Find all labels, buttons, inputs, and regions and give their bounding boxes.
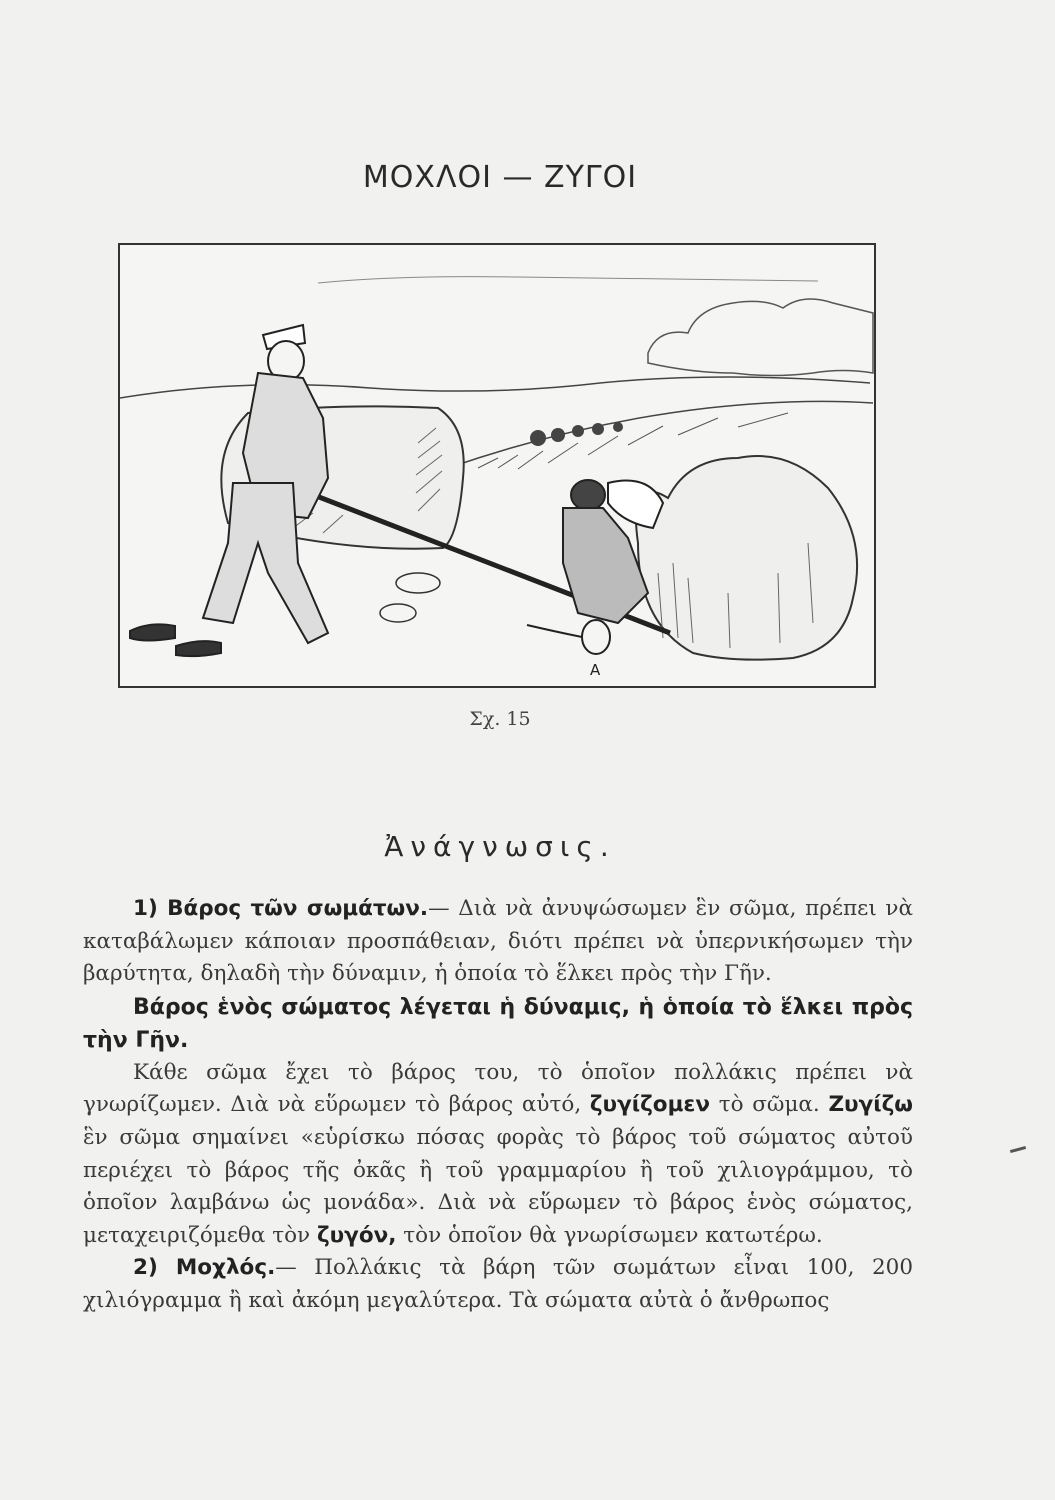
paragraph-heading: 2) Μοχλός. — [133, 1255, 276, 1281]
paragraph-weighing — [83, 1057, 913, 1253]
lever-illustration — [118, 243, 876, 688]
text-body — [83, 893, 913, 1318]
bold-term: ζυγίζομεν — [589, 1092, 711, 1118]
bold-term: ζυγόν, — [316, 1222, 397, 1248]
paragraph-text: — Πολλάκις τὰ βάρη τῶν σωμάτων εἶναι 100, 200 χιλιόγραμμα ἢ καὶ ἀκόμη μεγαλύτερα. Τὰ σώματα αὐτὰ ὁ ἄνθρωπος — [83, 1255, 914, 1313]
paragraph-text: τὸ σῶμα. — [710, 1092, 829, 1118]
paragraph-text: — Διὰ νὰ ἀνυψώσωμεν ἓν σῶμα, πρέπει νὰ καταβάλωμεν κάποιαν προσπάθειαν, διότι πρέπει νὰ ὑπερνικήσωμεν τὴν βαρύτητα, δηλαδὴ τὴν δύναμιν, ἡ ὁποία τὸ ἕλκει πρὸς τὴν Γῆν. — [83, 896, 913, 987]
fulcrum-label: Α — [590, 661, 601, 679]
paragraph-weight — [83, 893, 913, 991]
figure-drawing — [118, 243, 876, 688]
paragraph-heading: 1) Βάρος τῶν σωμάτων. — [133, 896, 429, 921]
bold-term: Ζυγίζω — [828, 1092, 913, 1118]
section-heading: Ἀνάγνωσις. — [384, 830, 616, 863]
paragraph-text: τὸν ὁποῖον θὰ γνωρίσωμεν κατωτέρω. — [396, 1222, 823, 1248]
definition: Βάρος ἑνὸς σώματος λέγεται ἡ δύναμις, ἡ ὁποία τὸ ἕλκει πρὸς τὴν Γῆν. — [83, 994, 913, 1053]
paragraph-lever — [83, 1252, 913, 1317]
page-title: ΜΟΧΛΟΙ — ΖΥΓΟΙ — [362, 160, 638, 195]
fulcrum-log — [582, 620, 610, 654]
paragraph-text: ἓν σῶμα σημαίνει «εὑρίσκω πόσας φορὰς τὸ βάρος τοῦ σώματος αὐτοῦ περιέχει τὸ βάρος τῆς ὀκᾶς ἢ τοῦ γραμμαρίου ἢ τοῦ χιλιογράμμου, τὸ ὁποῖον λαμβάνω ὡς μονάδα». Διὰ νὰ εὕρωμεν τὸ βάρος ἑνὸς σώματος, μεταχειριζόμεθα τὸν — [83, 1124, 913, 1248]
figure-caption: Σχ. 15 — [469, 708, 531, 730]
paragraph-text: Κάθε σῶμα ἔχει τὸ βάρος του, τὸ ὁποῖον πολλάκις πρέπει νὰ γνωρίζωμεν. Διὰ νὰ εὕρωμεν τὸ βάρος αὐτό, — [83, 1059, 913, 1118]
scan-mark — [1010, 1146, 1026, 1153]
